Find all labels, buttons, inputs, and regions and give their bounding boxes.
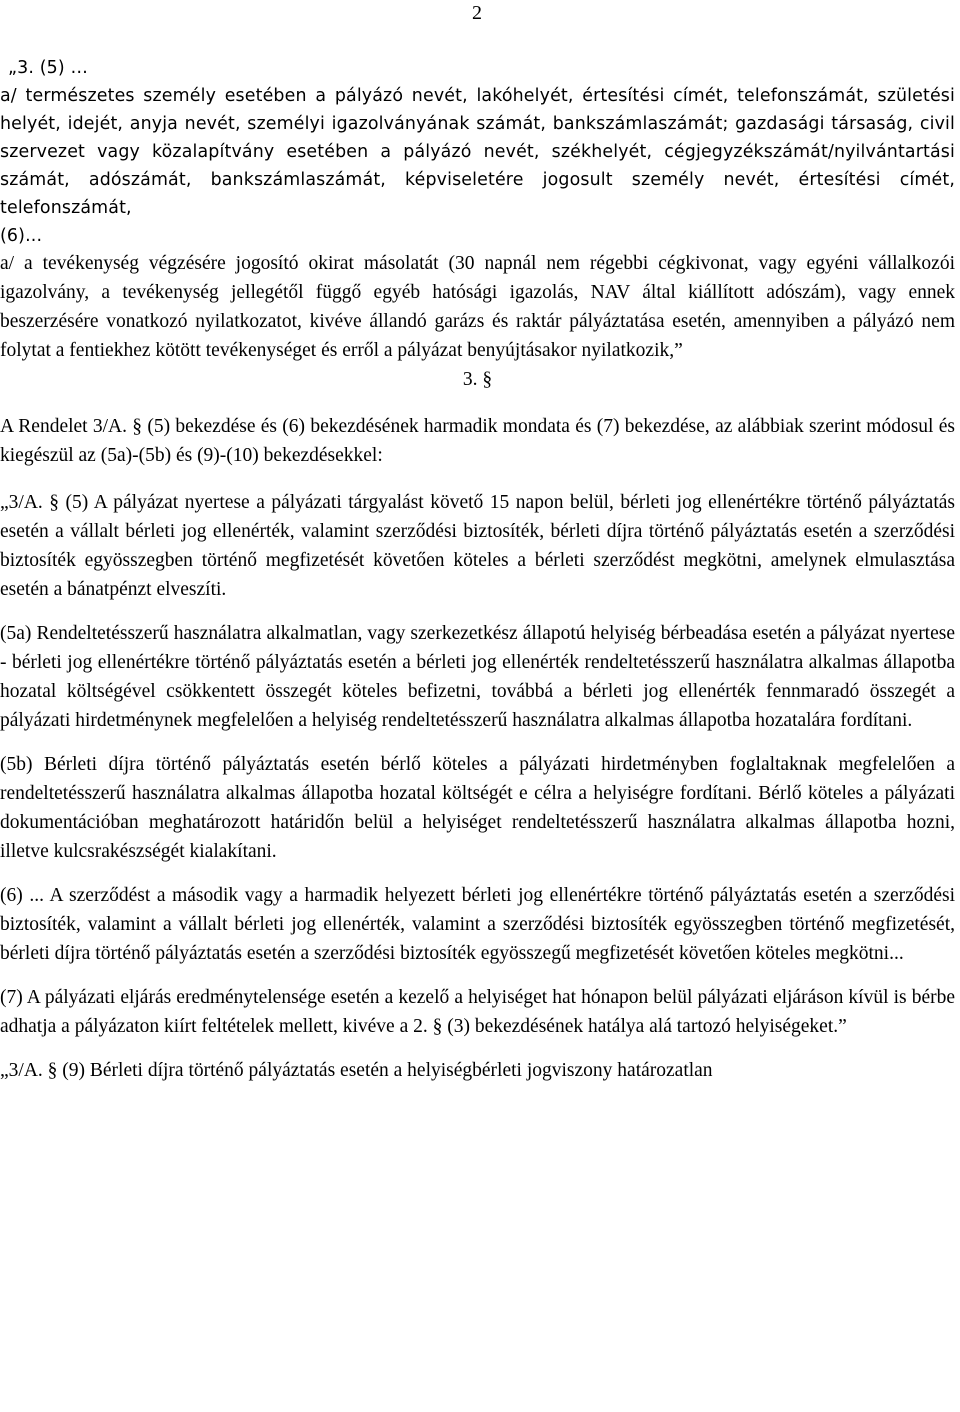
document-body	[0, 54, 955, 1085]
paragraph-5b: (5b) Bérleti díjra történő pályáztatás esetén bérlő köteles a pályázati hirdetményben foglaltaknak megfelelően a rendeltetésszerű használatra alkalmas állapotba hozatal költségét e célra a helyiségre fordítani. Bérlő köteles a pályázati dokumentációban meghatározott határidőn belül a helyiséget rendeltetésszerű használatra alkalmas állapotba hozni, illetve kulcsrakészségét kialakítani.	[0, 754, 955, 862]
paragraph-a-personal-data: a/ természetes személy esetében a pályázó nevét, lakóhelyét, értesítési címét, telefonszámát, születési helyét, idejét, anyja nevét, személyi igazolványának számát, bankszámlaszámát; gazdasági társaság, civil szervezet vagy közalapítvány esetében a pályázó nevét, székhelyét, cégjegyzékszámát/nyilvántartási számát, adószámát, bankszámlaszámát, képviseletére jogosult személy nevét, értesítési címét, telefonszámát,	[0, 86, 955, 218]
paragraph-a-activity-document: a/ a tevékenység végzésére jogosító okirat másolatát (30 napnál nem régebbi cégkivonat, vagy egyéni vállalkozói igazolvány, a tevékenység jellegétől függő egyéb hatósági igazolás, NAV által kiállított adószám), vagy ennek beszerzésére vonatkozó nyilatkozatot, kivéve állandó garázs és raktár pályáztatása esetén, amennyiben a pályázó nem folytat a fentiekhez kötött tevékenységet és erről a pályázat benyújtásakor nyilatkozik,”	[0, 253, 955, 361]
paragraph-7: (7) A pályázati eljárás eredménytelensége esetén a kezelő a helyiséget hat hónapon belül pályázati eljáráson kívül is bérbe adhatja a pályázaton kiírt feltételek mellett, kivéve a 2. § (3) bekezdésének hatálya alá tartozó helyiségeket.”	[0, 987, 955, 1037]
paragraph-5a: (5a) Rendeltetésszerű használatra alkalmatlan, vagy szerkezetkész állapotú helyiség bérbeadása esetén a pályázat nyertese - bérleti jog ellenértékre történő pályáztatás esetén a bérleti jog ellenérték rendeltetésszerű használatra alkalmas állapotba hozatal költségével csökkentett összegét köteles befizetni, továbbá a bérleti jog ellenérték fennmaradó összegét a pályázati hirdetménynek megfelelően a helyiség rendeltetésszerű használatra alkalmas állapotba hozatalára fordítani.	[0, 623, 955, 731]
page-number: 2	[472, 2, 482, 24]
section-heading: 3. §	[462, 369, 493, 390]
quoted-heading: „3. (5) …	[8, 58, 89, 78]
paragraph-marker-6: (6)...	[0, 226, 43, 246]
paragraph-5: „3/A. § (5) A pályázat nyertese a pályázati tárgyalást követő 15 napon belül, bérleti jog ellenértékre történő pályáztatás esetén a vállalt bérleti jog ellenérték, valamint szerződési biztosíték, bérleti díjra történő pályáztatás esetén a szerződési biztosíték egyösszegben történő megfizetését követően köteles a bérleti szerződést megkötni, amelynek elmulasztása esetén a bánatpénzt elveszíti.	[0, 492, 955, 600]
paragraph-6: (6) ... A szerződést a második vagy a harmadik helyezett bérleti jog ellenértékre történő pályáztatás esetén a szerződési biztosíték, valamint a vállalt bérleti jog ellenérték, valamint a szerződési biztosíték egyösszegben történő megfizetését, bérleti díjra történő pályáztatás esetén a szerződési biztosíték egyösszegű megfizetését követően köteles megkötni...	[0, 885, 955, 964]
paragraph-9: „3/A. § (9) Bérleti díjra történő pályáztatás esetén a helyiségbérleti jogviszony határozatlan	[0, 1060, 713, 1081]
intro-paragraph: A Rendelet 3/A. § (5) bekezdése és (6) bekezdésének harmadik mondata és (7) bekezdése, az alábbiak szerint módosul és kiegészül az (5a)-(5b) és (9)-(10) bekezdésekkel:	[0, 416, 955, 466]
quoted-block-3-5	[0, 54, 955, 250]
